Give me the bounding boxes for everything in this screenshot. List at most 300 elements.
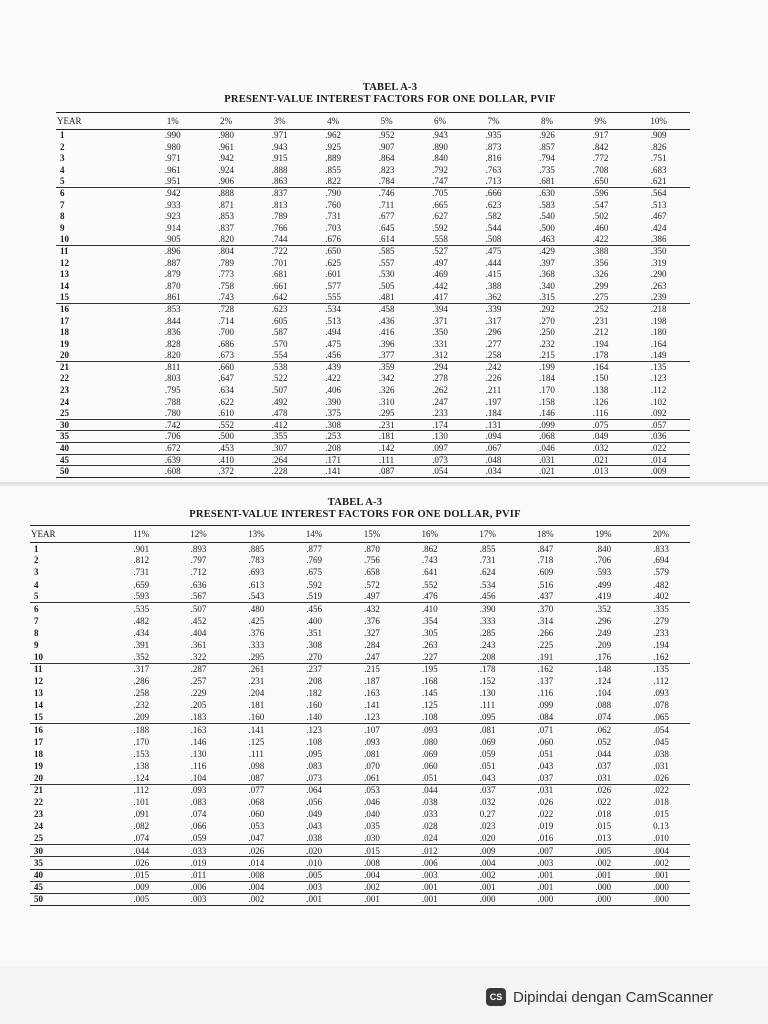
pvif-cell: .031 xyxy=(653,760,669,771)
year-cell: 45 xyxy=(30,881,113,893)
pvif-cell: .901 xyxy=(133,543,150,554)
pvif-cell: .327 xyxy=(364,627,380,638)
pvif-cell: .074 xyxy=(190,809,207,820)
pvif-cell: .372 xyxy=(199,466,252,478)
pvif-cell: .001 xyxy=(516,881,574,893)
pvif-cell: .231 xyxy=(592,315,609,326)
table-row xyxy=(56,303,690,315)
pvif-cell: .915 xyxy=(271,153,288,164)
pvif-cell: .009 xyxy=(627,466,690,478)
column-header-rate: 9% xyxy=(594,115,607,126)
pvif-cell: .308 xyxy=(306,419,359,431)
pvif-cell: .060 xyxy=(421,760,438,771)
table-row xyxy=(30,543,690,555)
pvif-cell: .158 xyxy=(539,396,555,407)
pvif-cell: .722 xyxy=(271,246,288,257)
pvif-cell: .111 xyxy=(360,454,413,466)
year-cell: 30 xyxy=(56,419,146,431)
pvif-cell: .673 xyxy=(199,350,252,362)
column-header-rate: 10% xyxy=(650,115,667,126)
pvif-cell: .711 xyxy=(378,199,395,210)
pvif-cell: .645 xyxy=(378,222,395,233)
pvif-cell: .019 xyxy=(170,857,228,869)
pvif-cell: .082 xyxy=(133,821,150,832)
pvif-cell: .299 xyxy=(592,280,609,291)
pvif-cell: .544 xyxy=(485,222,502,233)
pvif-cell: .051 xyxy=(537,748,554,759)
pvif-cell: .456 xyxy=(306,603,322,614)
year-cell: 13 xyxy=(60,269,69,280)
pvif-cell: .275 xyxy=(574,292,627,304)
pvif-cell: .047 xyxy=(227,833,285,845)
pvif-cell: .191 xyxy=(516,651,574,663)
pvif-cell: .043 xyxy=(537,760,554,771)
pvif-cell: .020 xyxy=(459,833,517,845)
pvif-cell: .593 xyxy=(113,591,170,603)
pvif-cell: .630 xyxy=(539,188,555,199)
pvif-cell: .163 xyxy=(364,688,380,699)
pvif-cell: .780 xyxy=(146,408,199,420)
pvif-cell: .833 xyxy=(653,543,669,554)
year-cell: 14 xyxy=(60,280,69,291)
pvif-cell: .650 xyxy=(574,176,627,188)
table-row xyxy=(30,627,690,639)
pvif-cell: .006 xyxy=(401,857,459,869)
pvif-cell: .675 xyxy=(306,567,322,578)
pvif-cell: 0.27 xyxy=(479,809,496,820)
pvif-cell: .093 xyxy=(421,724,438,735)
pvif-cell: .873 xyxy=(485,141,502,152)
pvif-cell: .026 xyxy=(113,857,170,869)
pvif-cell: .508 xyxy=(467,234,520,246)
pvif-cell: .261 xyxy=(248,664,265,675)
pvif-cell: .728 xyxy=(218,304,235,315)
pvif-cell: .608 xyxy=(146,466,199,478)
year-cell: 10 xyxy=(30,651,113,663)
pvif-cell: .048 xyxy=(467,454,520,466)
pvif-cell: .990 xyxy=(164,130,181,141)
pvif-cell: .258 xyxy=(467,350,520,362)
pvif-cell: .067 xyxy=(467,443,520,455)
pvif-table-11-20 xyxy=(30,525,690,906)
pvif-cell: .828 xyxy=(164,338,181,349)
pvif-cell: .500 xyxy=(199,431,252,443)
pvif-cell: .077 xyxy=(248,785,265,796)
pvif-cell: .863 xyxy=(253,176,306,188)
table-row xyxy=(30,700,690,712)
pvif-cell: .123 xyxy=(343,712,401,724)
pvif-cell: .198 xyxy=(650,315,667,326)
table-row xyxy=(30,809,690,821)
pvif-cell: .184 xyxy=(467,408,520,420)
top-page xyxy=(0,0,768,482)
pvif-cell: .790 xyxy=(325,188,341,199)
pvif-cell: .279 xyxy=(653,615,669,626)
year-cell: 4 xyxy=(60,164,65,175)
pvif-cell: .783 xyxy=(248,555,265,566)
pvif-cell: .049 xyxy=(574,431,627,443)
pvif-cell: .250 xyxy=(539,327,555,338)
pvif-cell: .023 xyxy=(479,821,496,832)
pvif-cell: .816 xyxy=(485,153,502,164)
pvif-cell: .087 xyxy=(360,466,413,478)
pvif-cell: .043 xyxy=(459,772,517,784)
pvif-cell: .731 xyxy=(133,567,150,578)
column-header-rate: 1% xyxy=(166,115,179,126)
pvif-cell: .804 xyxy=(218,246,235,257)
pvif-cell: .284 xyxy=(364,640,380,650)
pvif-cell: .176 xyxy=(574,651,632,663)
pvif-cell: .499 xyxy=(595,579,612,590)
pvif-cell: .028 xyxy=(421,821,438,832)
pvif-cell: .092 xyxy=(627,408,690,420)
table-row xyxy=(30,857,690,869)
pvif-cell: .228 xyxy=(253,466,306,478)
pvif-cell: .706 xyxy=(146,431,199,443)
pvif-cell: .797 xyxy=(190,555,207,566)
pvif-cell: .424 xyxy=(650,222,667,233)
pvif-cell: .010 xyxy=(632,833,690,845)
year-cell: 35 xyxy=(30,857,113,869)
pvif-cell: .840 xyxy=(595,543,612,554)
pvif-cell: .555 xyxy=(306,292,359,304)
pvif-cell: .253 xyxy=(306,431,359,443)
pvif-cell: .540 xyxy=(539,211,555,222)
pvif-cell: .391 xyxy=(133,640,150,650)
column-header-rate: 15% xyxy=(363,528,381,539)
pvif-cell: .887 xyxy=(164,257,181,268)
pvif-cell: .789 xyxy=(271,211,288,222)
pvif-cell: .962 xyxy=(325,130,341,141)
pvif-cell: .197 xyxy=(485,396,502,407)
pvif-cell: .342 xyxy=(378,373,395,384)
pvif-cell: .003 xyxy=(516,857,574,869)
pvif-cell: .101 xyxy=(133,797,150,808)
pvif-cell: .397 xyxy=(539,257,555,268)
pvif-cell: .507 xyxy=(271,385,288,396)
pvif-cell: .011 xyxy=(170,869,228,881)
pvif-cell: .812 xyxy=(133,555,150,566)
column-header-year: YEAR xyxy=(57,115,82,126)
pvif-cell: .270 xyxy=(285,651,343,663)
pvif-cell: .658 xyxy=(364,567,380,578)
pvif-cell: .035 xyxy=(364,821,380,832)
pvif-cell: .627 xyxy=(432,211,448,222)
pvif-cell: .194 xyxy=(592,338,609,349)
pvif-cell: .893 xyxy=(190,543,207,554)
pvif-cell: .351 xyxy=(306,627,322,638)
pvif-cell: .000 xyxy=(459,893,517,905)
pvif-cell: .623 xyxy=(271,304,288,315)
pvif-cell: .024 xyxy=(401,833,459,845)
pvif-cell: .231 xyxy=(248,676,265,687)
pvif-cell: .026 xyxy=(632,772,690,784)
table-row xyxy=(56,466,690,478)
pvif-cell: .497 xyxy=(343,591,401,603)
pvif-cell: .942 xyxy=(218,153,235,164)
pvif-cell: .552 xyxy=(199,419,252,431)
table-row xyxy=(30,591,690,603)
pvif-cell: .043 xyxy=(306,821,322,832)
table-row xyxy=(56,454,690,466)
pvif-cell: .676 xyxy=(306,234,359,246)
pvif-cell: .141 xyxy=(364,700,380,711)
pvif-cell: .037 xyxy=(516,772,574,784)
pvif-cell: .792 xyxy=(432,164,448,175)
pvif-cell: .823 xyxy=(378,164,395,175)
pvif-cell: .406 xyxy=(325,385,341,396)
pvif-cell: .340 xyxy=(539,280,555,291)
pvif-cell: .480 xyxy=(248,603,265,614)
pvif-cell: .232 xyxy=(539,338,555,349)
year-cell: 11 xyxy=(34,664,43,675)
pvif-cell: .308 xyxy=(306,640,322,650)
pvif-cell: .036 xyxy=(627,431,690,443)
pvif-cell: .404 xyxy=(190,627,207,638)
pvif-cell: .033 xyxy=(421,809,438,820)
pvif-cell: .097 xyxy=(413,443,466,455)
pvif-cell: .104 xyxy=(595,688,612,699)
pvif-cell: .701 xyxy=(271,257,288,268)
table-row xyxy=(56,408,690,420)
pvif-cell: .091 xyxy=(133,809,150,820)
pvif-cell: .162 xyxy=(537,664,554,675)
column-header-rate: 8% xyxy=(540,115,553,126)
year-cell: 21 xyxy=(34,785,43,796)
pvif-cell: .458 xyxy=(378,304,395,315)
pvif-cell: .112 xyxy=(653,676,669,687)
pvif-cell: .001 xyxy=(459,881,517,893)
pvif-cell: .130 xyxy=(190,748,207,759)
pvif-cell: .469 xyxy=(432,269,448,280)
table-row xyxy=(56,315,690,327)
column-header-rate: 17% xyxy=(479,528,496,539)
pvif-cell: .135 xyxy=(650,362,667,373)
pvif-cell: .481 xyxy=(360,292,413,304)
pvif-cell: .370 xyxy=(537,603,554,614)
pvif-cell: .942 xyxy=(164,188,181,199)
pvif-cell: .681 xyxy=(271,269,288,280)
pvif-cell: .331 xyxy=(432,338,448,349)
pvif-cell: .111 xyxy=(480,700,496,711)
pvif-cell: .870 xyxy=(164,280,181,291)
table-row xyxy=(30,845,690,857)
year-cell: 25 xyxy=(30,833,113,845)
pvif-cell: .840 xyxy=(432,153,448,164)
pvif-cell: .460 xyxy=(592,222,609,233)
pvif-cell: .943 xyxy=(432,130,448,141)
table-row xyxy=(56,396,690,408)
pvif-cell: .068 xyxy=(520,431,573,443)
pvif-cell: .008 xyxy=(343,857,401,869)
pvif-cell: .231 xyxy=(360,419,413,431)
year-cell: 18 xyxy=(60,327,69,338)
year-cell: 24 xyxy=(60,396,69,407)
pvif-cell: .032 xyxy=(574,443,627,455)
column-header-year: YEAR xyxy=(31,528,56,539)
pvif-cell: .168 xyxy=(421,676,438,687)
pvif-cell: .434 xyxy=(133,627,150,638)
pvif-cell: .794 xyxy=(539,153,555,164)
table-row xyxy=(56,443,690,455)
pvif-cell: .188 xyxy=(133,724,150,735)
pvif-cell: .980 xyxy=(164,141,181,152)
pvif-cell: .788 xyxy=(164,396,181,407)
pvif-cell: .714 xyxy=(218,315,235,326)
pvif-cell: .083 xyxy=(190,797,207,808)
pvif-cell: .031 xyxy=(520,454,573,466)
pvif-cell: .084 xyxy=(516,712,574,724)
pvif-cell: .004 xyxy=(459,857,517,869)
table-row xyxy=(30,579,690,591)
pvif-cell: .004 xyxy=(227,881,285,893)
year-cell: 16 xyxy=(34,724,43,735)
table-top-subtitle: PRESENT-VALUE INTEREST FACTORS FOR ONE DOLLAR, PVIF xyxy=(224,94,556,105)
pvif-cell: .826 xyxy=(650,141,667,152)
pvif-cell: .018 xyxy=(595,809,612,820)
pvif-cell: .170 xyxy=(133,736,150,747)
pvif-cell: .439 xyxy=(325,362,341,373)
pvif-cell: .534 xyxy=(325,304,341,315)
pvif-cell: .005 xyxy=(113,893,170,905)
table-row xyxy=(30,772,690,784)
pvif-cell: .247 xyxy=(343,651,401,663)
pvif-cell: .000 xyxy=(632,881,690,893)
pvif-cell: .388 xyxy=(592,246,609,257)
pvif-cell: .059 xyxy=(170,833,228,845)
year-cell: 30 xyxy=(30,845,113,857)
year-cell: 2 xyxy=(34,555,39,566)
pvif-cell: .247 xyxy=(432,396,448,407)
pvif-cell: .006 xyxy=(170,881,228,893)
pvif-cell: .145 xyxy=(421,688,438,699)
pvif-cell: .038 xyxy=(653,748,669,759)
table-row xyxy=(30,869,690,881)
pvif-cell: .056 xyxy=(306,797,322,808)
pvif-cell: .108 xyxy=(401,712,459,724)
pvif-cell: .125 xyxy=(421,700,438,711)
pvif-cell: .971 xyxy=(164,153,181,164)
pvif-cell: .339 xyxy=(485,304,502,315)
pvif-cell: .040 xyxy=(364,809,380,820)
column-header-rate: 2% xyxy=(220,115,233,126)
column-header-rate: 6% xyxy=(434,115,447,126)
pvif-cell: .415 xyxy=(485,269,502,280)
pvif-cell: .530 xyxy=(378,269,395,280)
year-cell: 17 xyxy=(60,315,69,326)
table-header-row xyxy=(56,113,690,130)
pvif-cell: .242 xyxy=(485,362,502,373)
pvif-cell: .013 xyxy=(574,466,627,478)
pvif-cell: .642 xyxy=(253,292,306,304)
pvif-cell: .396 xyxy=(378,338,395,349)
year-cell: 7 xyxy=(34,615,39,626)
pvif-cell: .104 xyxy=(170,772,228,784)
pvif-cell: .362 xyxy=(467,292,520,304)
table-row xyxy=(30,784,690,796)
pvif-cell: .184 xyxy=(539,373,555,384)
pvif-cell: .290 xyxy=(650,269,667,280)
table-row xyxy=(56,130,690,142)
pvif-cell: .160 xyxy=(306,700,322,711)
pvif-cell: .693 xyxy=(248,567,265,578)
pvif-cell: .683 xyxy=(650,164,667,175)
pvif-cell: .333 xyxy=(248,640,265,650)
pvif-cell: .033 xyxy=(170,845,228,857)
pvif-cell: .371 xyxy=(432,315,448,326)
table-row xyxy=(30,603,690,615)
pvif-cell: .731 xyxy=(479,555,496,566)
pvif-cell: .171 xyxy=(306,454,359,466)
pvif-cell: .074 xyxy=(113,833,170,845)
pvif-cell: .641 xyxy=(421,567,438,578)
table-row xyxy=(30,748,690,760)
pvif-cell: .060 xyxy=(537,736,554,747)
pvif-cell: .087 xyxy=(227,772,285,784)
pvif-cell: .226 xyxy=(485,373,502,384)
table-bottom-subtitle: PRESENT-VALUE INTEREST FACTORS FOR ONE DOLLAR, PVIF xyxy=(189,509,521,520)
year-cell: 50 xyxy=(56,466,146,478)
pvif-cell: .924 xyxy=(218,164,235,175)
year-cell: 5 xyxy=(30,591,113,603)
pvif-cell: .686 xyxy=(218,338,235,349)
year-cell: 19 xyxy=(34,760,43,771)
table-row xyxy=(30,676,690,688)
pvif-cell: .051 xyxy=(401,772,459,784)
pvif-cell: .400 xyxy=(306,615,322,626)
pvif-cell: .009 xyxy=(113,881,170,893)
camscanner-label: Dipindai dengan CamScanner xyxy=(513,988,714,1006)
pvif-cell: .708 xyxy=(592,164,609,175)
pvif-cell: .437 xyxy=(516,591,574,603)
pvif-cell: .547 xyxy=(592,199,609,210)
pvif-cell: .890 xyxy=(432,141,448,152)
pvif-cell: .505 xyxy=(378,280,395,291)
pvif-cell: .951 xyxy=(146,176,199,188)
pvif-cell: .212 xyxy=(592,327,609,338)
pvif-cell: .099 xyxy=(537,700,554,711)
pvif-cell: .295 xyxy=(227,651,285,663)
pvif-cell: .416 xyxy=(378,327,395,338)
column-header-rate: 3% xyxy=(273,115,286,126)
pvif-cell: .116 xyxy=(537,688,554,699)
pvif-cell: .665 xyxy=(432,199,448,210)
pvif-cell: .061 xyxy=(343,772,401,784)
pvif-cell: .572 xyxy=(364,579,380,590)
pvif-cell: .049 xyxy=(306,809,322,820)
pvif-table-1-10 xyxy=(56,112,690,478)
pvif-cell: .593 xyxy=(595,567,612,578)
pvif-cell: .857 xyxy=(539,141,555,152)
pvif-cell: .070 xyxy=(364,760,380,771)
pvif-cell: .773 xyxy=(218,269,235,280)
pvif-cell: .769 xyxy=(306,555,322,566)
year-cell: 10 xyxy=(56,234,146,246)
pvif-cell: .001 xyxy=(574,869,632,881)
year-cell: 17 xyxy=(34,736,43,747)
pvif-cell: .497 xyxy=(432,257,448,268)
pvif-cell: .015 xyxy=(343,845,401,857)
table-row xyxy=(56,176,690,188)
pvif-cell: .000 xyxy=(516,893,574,905)
pvif-cell: .126 xyxy=(592,396,609,407)
pvif-cell: .078 xyxy=(653,700,669,711)
pvif-cell: .022 xyxy=(653,785,669,796)
pvif-cell: .073 xyxy=(285,772,343,784)
table-row xyxy=(30,760,690,772)
pvif-cell: .482 xyxy=(653,579,669,590)
pvif-cell: .130 xyxy=(479,688,496,699)
